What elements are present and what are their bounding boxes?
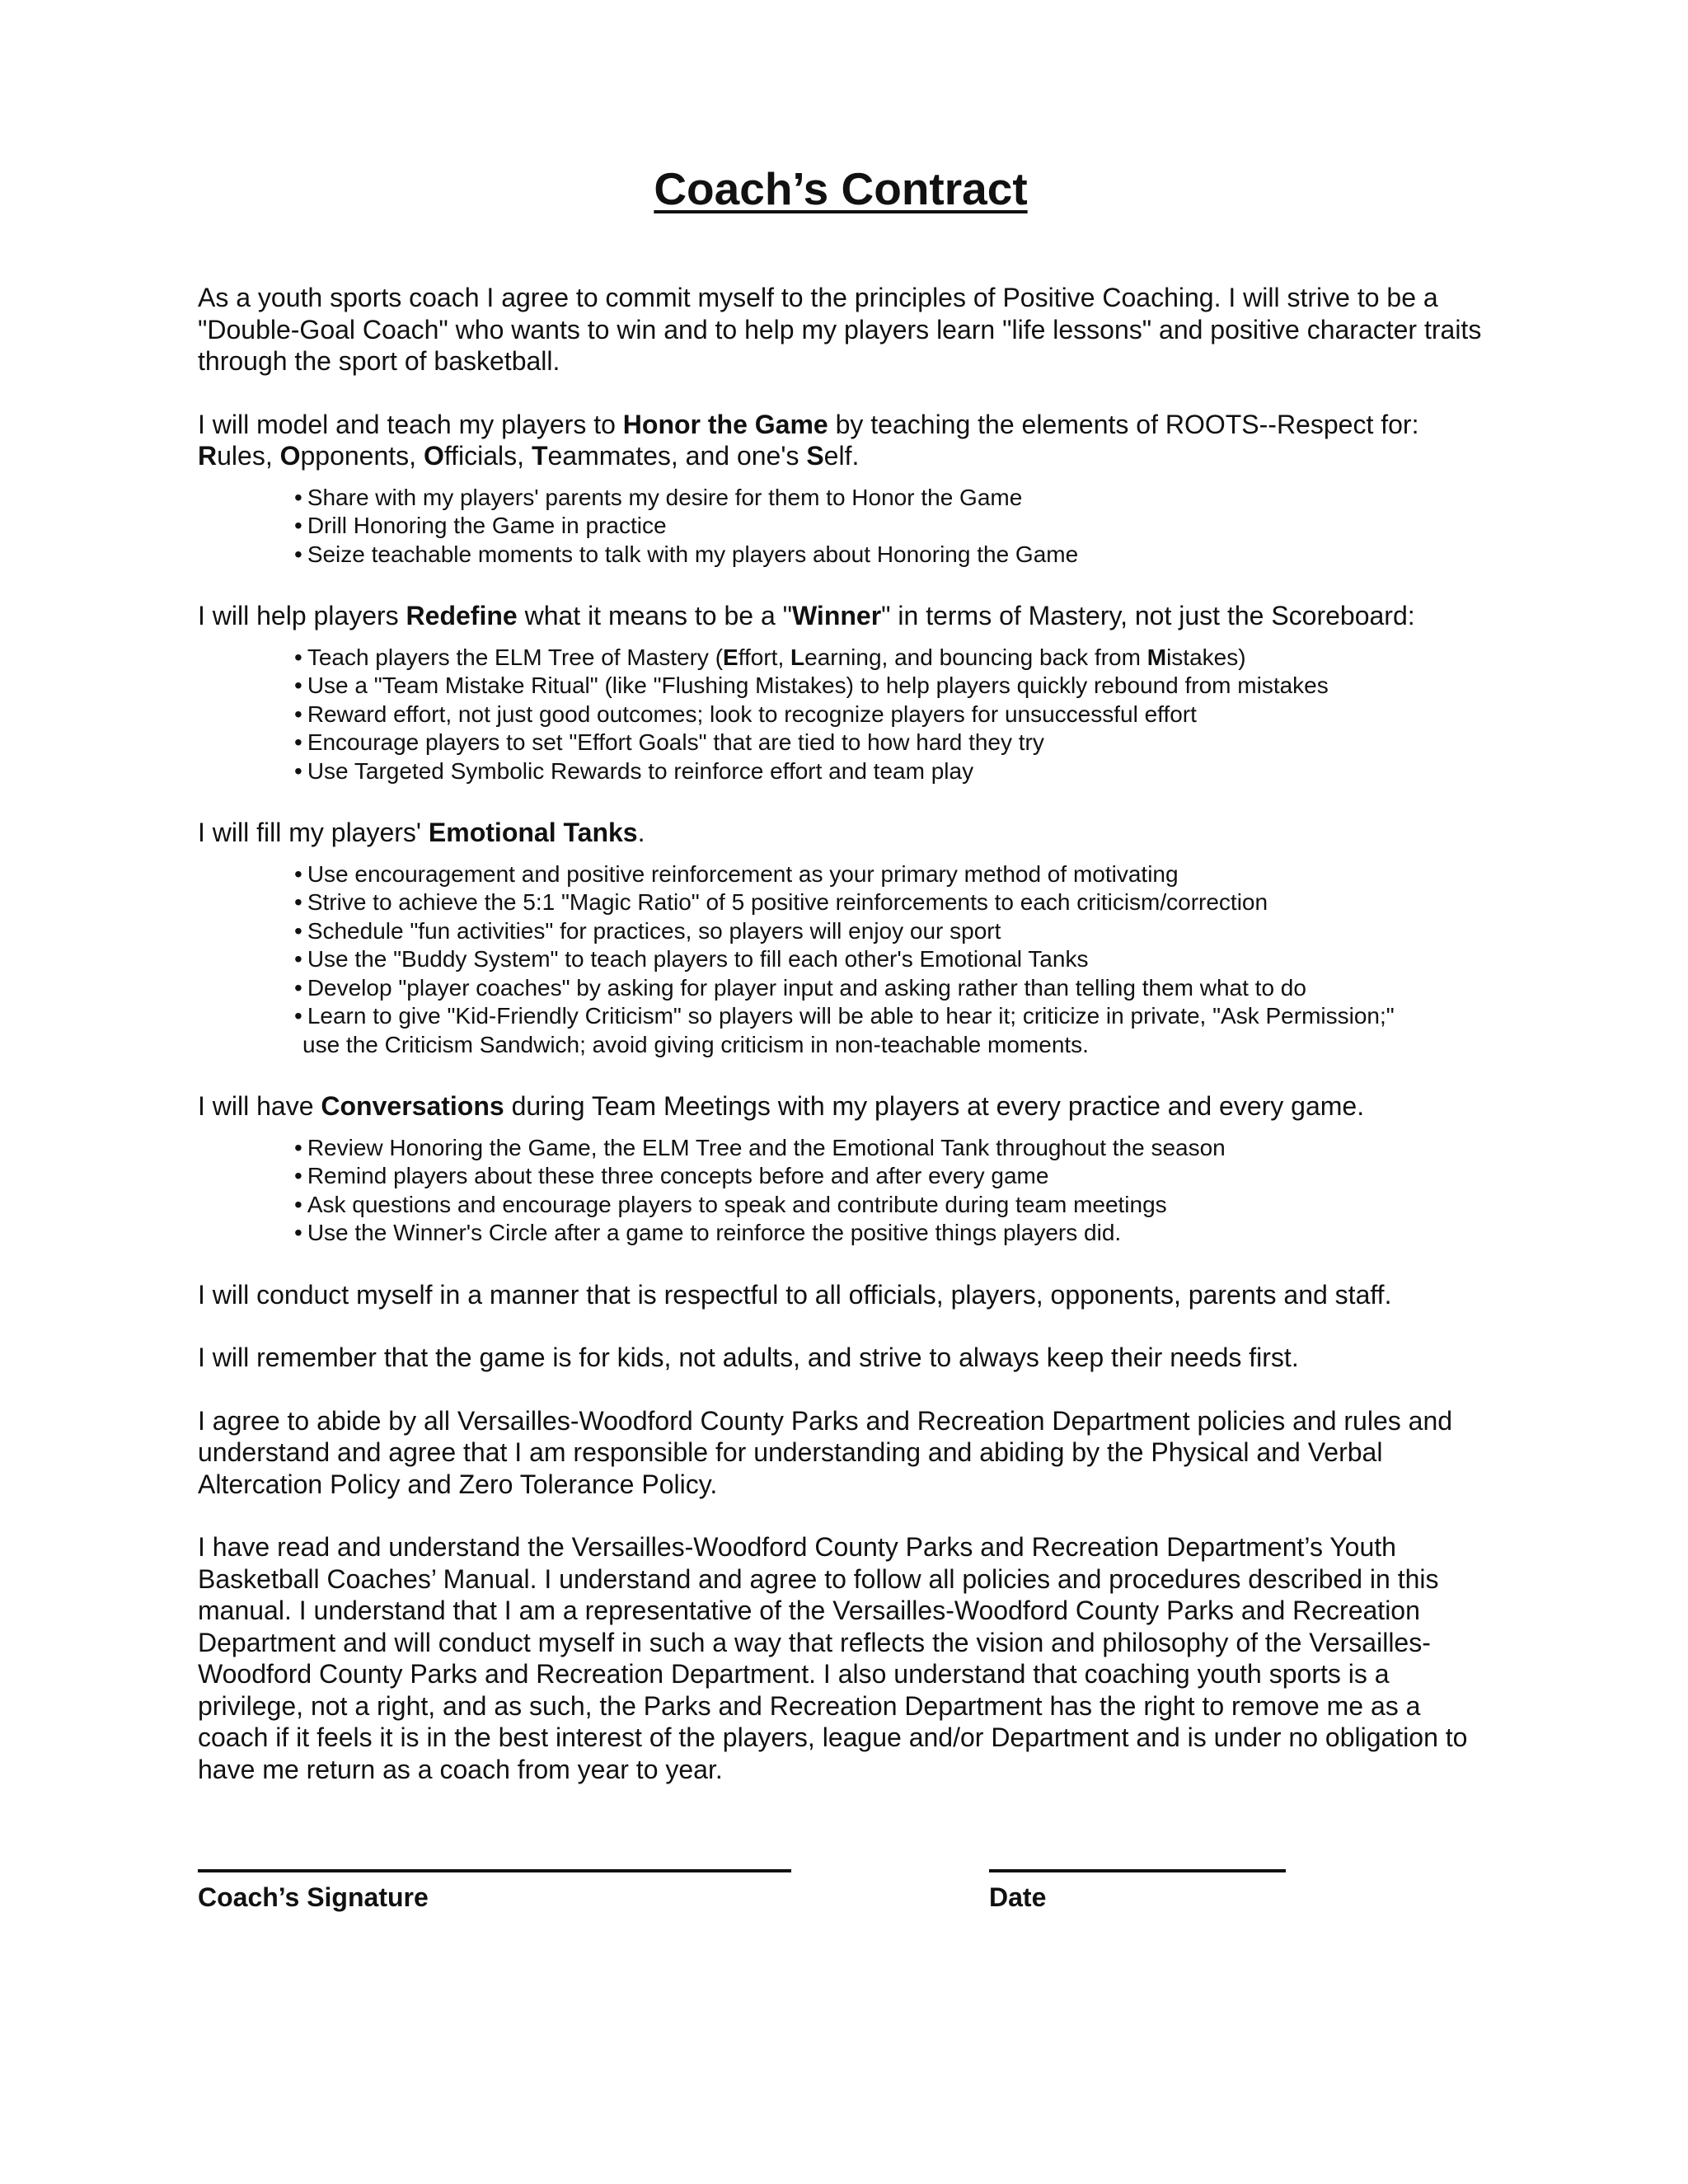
elm-text: istakes) <box>1166 644 1246 670</box>
coach-signature-label: Coach’s Signature <box>198 1882 429 1912</box>
contract-body <box>198 282 1484 1816</box>
bullet-text: Use the Winner's Circle after a game to reinforce the positive things players did. <box>307 1220 1122 1245</box>
bullet-text: Use the "Buddy System" to teach players to fill each other's Emotional Tanks <box>307 946 1089 972</box>
bullet-glyph: • <box>294 513 302 538</box>
tanks-text-after: . <box>637 818 645 847</box>
roots-word: elf. <box>823 441 860 471</box>
bullet-glyph: • <box>294 889 302 915</box>
bullet-text: Schedule "fun activities" for practices, so players will enjoy our sport <box>307 917 1001 944</box>
bullet-glyph: • <box>294 644 302 670</box>
list-item <box>294 644 1484 673</box>
honor-bullet-list <box>198 484 1484 569</box>
manual-paragraph: I have read and understand the Versailles-Woodford County Parks and Recreation Department’s Youth Basketball Coaches’ Manual. I understand and agree to follow all policies and procedures described in this manual. I understand that I am a representative of the Versailles-Woodford County Parks and Recreation Department and will conduct myself in such a way that reflects the vision and philosophy of the Versailles-Woodford County Parks and Recreation Department. I also understand that coaching youth sports is a privilege, not a right, and as such, the Parks and Recreation Department has the right to remove me as a coach if it feels it is in the best interest of the players, league and/or Department and is under no obligation to have me return as a coach from year to year. <box>198 1532 1468 1784</box>
list-item <box>294 729 1484 757</box>
list-item <box>294 1134 1484 1163</box>
redefine-paragraph <box>198 600 1484 632</box>
bullet-continuation: use the Criticism Sandwich; avoid giving criticism in non-teachable moments. <box>302 1031 1089 1057</box>
bullet-glyph: • <box>294 729 302 755</box>
signature-block <box>198 1869 1484 1935</box>
elm-letter-e: E <box>723 644 738 670</box>
bullet-glyph: • <box>294 946 302 972</box>
redefine-bullet-list <box>198 644 1484 786</box>
intro-paragraph: As a youth sports coach I agree to commit myself to the principles of Positive Coaching. I will strive to be a "Double-Goal Coach" who wants to win and to help my players learn "life lessons" and positive character traits through the sport of basketball. <box>198 283 1482 376</box>
bullet-glyph: • <box>294 757 302 784</box>
bullet-text: Develop "player coaches" by asking for player input and asking rather than telling them what to do <box>307 974 1306 1001</box>
roots-word: pponents, <box>300 441 424 471</box>
honor-paragraph <box>198 409 1484 472</box>
bullet-glyph: • <box>294 673 302 698</box>
roots-letter-r: R <box>198 441 218 471</box>
bullet-glyph: • <box>294 1191 302 1217</box>
list-item <box>294 917 1484 946</box>
tanks-text-before: I will fill my players' <box>198 818 429 847</box>
conversations-text-before: I will have <box>198 1091 321 1121</box>
bullet-text: Reward effort, not just good outcomes; look to recognize players for unsuccessful effort <box>307 701 1197 727</box>
redefine-bold: Redefine <box>406 601 518 630</box>
bullet-text: Ask questions and encourage players to speak and contribute during team meetings <box>307 1191 1167 1217</box>
tanks-bullet-list <box>198 860 1484 1060</box>
date-label: Date <box>989 1882 1047 1912</box>
bullet-text: Encourage players to set "Effort Goals" that are tied to how hard they try <box>307 729 1044 755</box>
roots-letter-s: S <box>806 441 824 471</box>
bullet-glyph: • <box>294 1220 302 1245</box>
list-item <box>294 672 1484 701</box>
list-item <box>294 974 1484 1003</box>
bullet-glyph: • <box>294 541 302 567</box>
honor-text-before: I will model and teach my players to <box>198 409 623 439</box>
elm-letter-l: L <box>790 644 805 670</box>
redefine-text-after: " in terms of Mastery, not just the Scoreboard: <box>881 601 1415 630</box>
elm-text: ffort, <box>738 644 791 670</box>
conversations-bold: Conversations <box>321 1091 504 1121</box>
bullet-text: Share with my players' parents my desire for them to Honor the Game <box>307 484 1023 510</box>
redefine-text-middle: what it means to be a " <box>517 601 792 630</box>
bullet-glyph: • <box>294 860 302 887</box>
bullet-glyph: • <box>294 1003 302 1029</box>
bullet-text: Use Targeted Symbolic Rewards to reinforce effort and team play <box>307 757 974 784</box>
list-item <box>294 484 1484 513</box>
list-item <box>294 945 1484 974</box>
roots-word: eammates, and one's <box>547 441 807 471</box>
bullet-glyph: • <box>294 1163 302 1188</box>
roots-word: fficials, <box>443 441 532 471</box>
bullet-text: Learn to give "Kid-Friendly Criticism" so players will be able to hear it; criticize in private, "Ask Permission;" <box>307 1003 1395 1029</box>
winner-bold: Winner <box>792 601 882 630</box>
respect-paragraph: I will conduct myself in a manner that is respectful to all officials, players, opponents, parents and staff. <box>198 1279 1392 1310</box>
bullet-glyph: • <box>294 701 302 727</box>
honor-text-after: by teaching the elements of ROOTS--Respect for: <box>828 409 1419 439</box>
list-item <box>294 1162 1484 1191</box>
policies-paragraph: I agree to abide by all Versailles-Woodford County Parks and Recreation Department policies and rules and understand and agree that I am responsible for understanding and abiding by the Physical and Verbal Altercation Policy and Zero Tolerance Policy. <box>198 1405 1453 1499</box>
bullet-glyph: • <box>294 917 302 944</box>
list-item <box>294 541 1484 569</box>
conversations-paragraph <box>198 1090 1484 1122</box>
elm-text: Teach players the ELM Tree of Mastery ( <box>307 644 724 670</box>
page-title: Coach’s Contract <box>654 163 1028 214</box>
kids-first-paragraph: I will remember that the game is for kids, not adults, and strive to always keep their needs first. <box>198 1343 1299 1372</box>
bullet-glyph: • <box>294 1134 302 1160</box>
honor-bold: Honor the Game <box>622 409 828 439</box>
elm-text: earning, and bouncing back from <box>804 644 1147 670</box>
list-item <box>294 1002 1484 1059</box>
date-line[interactable] <box>989 1869 1286 1872</box>
roots-letter-t: T <box>531 441 548 471</box>
roots-word: ules, <box>217 441 280 471</box>
bullet-text: Seize teachable moments to talk with my players about Honoring the Game <box>307 541 1079 567</box>
roots-letter-o1: O <box>279 441 301 471</box>
list-item <box>294 512 1484 541</box>
list-item <box>294 888 1484 917</box>
bullet-text: Use encouragement and positive reinforcement as your primary method of motivating <box>307 860 1179 887</box>
list-item <box>294 757 1484 786</box>
bullet-text: Use a "Team Mistake Ritual" (like "Flushing Mistakes) to help players quickly rebound from mistakes <box>307 673 1329 698</box>
bullet-text: Review Honoring the Game, the ELM Tree and the Emotional Tank throughout the season <box>307 1134 1226 1160</box>
conversations-text-after: during Team Meetings with my players at every practice and every game. <box>504 1091 1365 1121</box>
elm-letter-m: M <box>1146 644 1167 670</box>
bullet-glyph: • <box>294 974 302 1001</box>
bullet-text: Remind players about these three concepts before and after every game <box>307 1163 1049 1188</box>
conversations-bullet-list <box>198 1134 1484 1248</box>
roots-letter-o2: O <box>423 441 444 471</box>
list-item <box>294 1219 1484 1248</box>
redefine-text-before: I will help players <box>198 601 406 630</box>
coach-signature-line[interactable] <box>198 1869 791 1872</box>
bullet-text: Drill Honoring the Game in practice <box>307 513 667 538</box>
list-item <box>294 701 1484 729</box>
list-item <box>294 1191 1484 1220</box>
tanks-bold: Emotional Tanks <box>428 818 638 847</box>
bullet-glyph: • <box>294 484 302 510</box>
bullet-text: Strive to achieve the 5:1 "Magic Ratio" of 5 positive reinforcements to each criticism/correction <box>307 889 1268 915</box>
tanks-paragraph <box>198 817 1484 849</box>
list-item <box>294 860 1484 889</box>
